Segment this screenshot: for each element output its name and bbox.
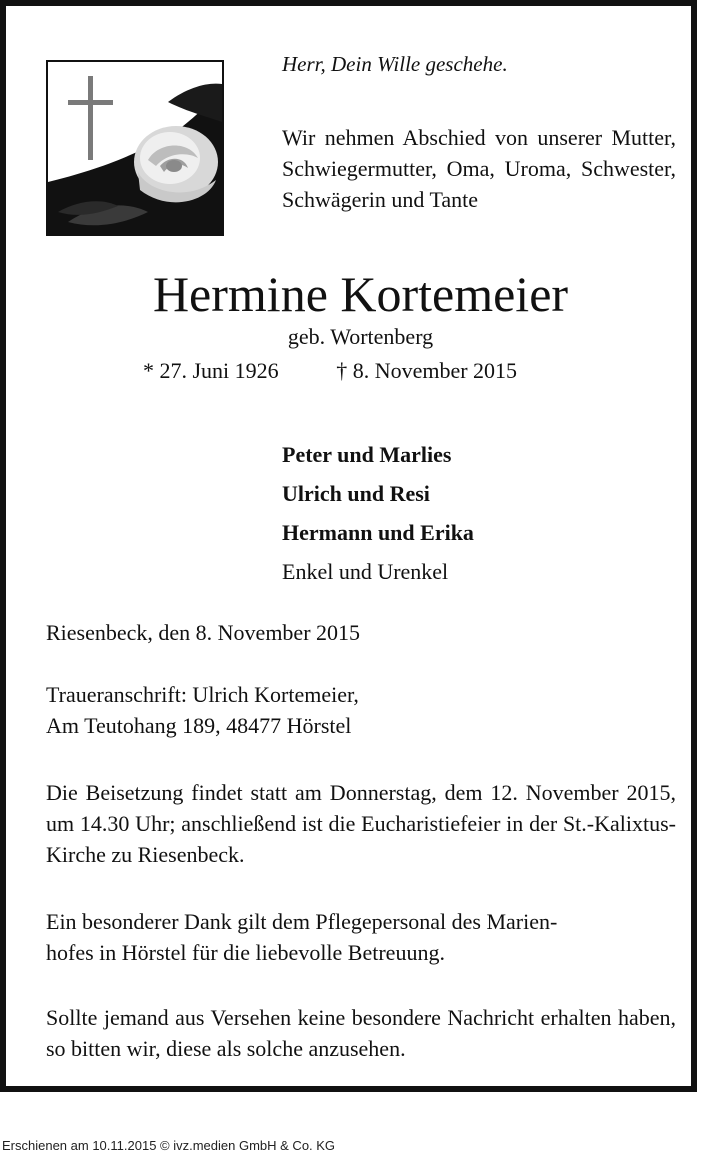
- mourning-address: [46, 679, 676, 741]
- thanks-line: hofes in Hörstel für die liebevolle Betreuung.: [46, 940, 445, 965]
- life-dates: [143, 358, 517, 384]
- deceased-name: Hermine Kortemeier: [152, 266, 569, 322]
- place-date: Riesenbeck, den 8. November 2015: [46, 620, 361, 645]
- family-list: [282, 438, 474, 594]
- cross-and-rose-icon: [46, 60, 224, 236]
- notice-text: Sollte jemand aus Versehen keine besondere Nachricht erhalten haben, so bitten wir, diese als solche anzusehen.: [46, 1005, 676, 1061]
- birth-date: * 27. Juni 1926: [143, 358, 279, 383]
- family-member: Peter und Marlies: [282, 442, 452, 467]
- family-member: Hermann und Erika: [282, 520, 474, 545]
- thanks-text: [46, 906, 676, 968]
- death-date: † 8. November 2015: [336, 358, 518, 383]
- funeral-info: Die Beisetzung findet statt am Donnerstag, dem 12. November 2015, um 14.30 Uhr; anschließend ist die Eucharistiefeier in der St.-Kalixtus-Kirche zu Riesenbeck.: [46, 780, 676, 867]
- motto: Herr, Dein Wille geschehe.: [282, 52, 508, 76]
- thanks-line: Ein besonderer Dank gilt dem Pflegepersonal des Marien-: [46, 909, 558, 934]
- family-member: Enkel und Urenkel: [282, 559, 449, 584]
- intro-text: Wir nehmen Abschied von unserer Mutter, Schwiegermutter, Oma, Uroma, Schwester, Schwägerin und Tante: [282, 125, 676, 212]
- address-line: Am Teutohang 189, 48477 Hörstel: [46, 713, 352, 738]
- address-line: Traueranschrift: Ulrich Kortemeier,: [46, 682, 359, 707]
- publication-footer: Erschienen am 10.11.2015 © ivz.medien GmbH & Co. KG: [2, 1138, 336, 1153]
- birth-name: geb. Wortenberg: [287, 324, 434, 349]
- family-member: Ulrich und Resi: [282, 481, 430, 506]
